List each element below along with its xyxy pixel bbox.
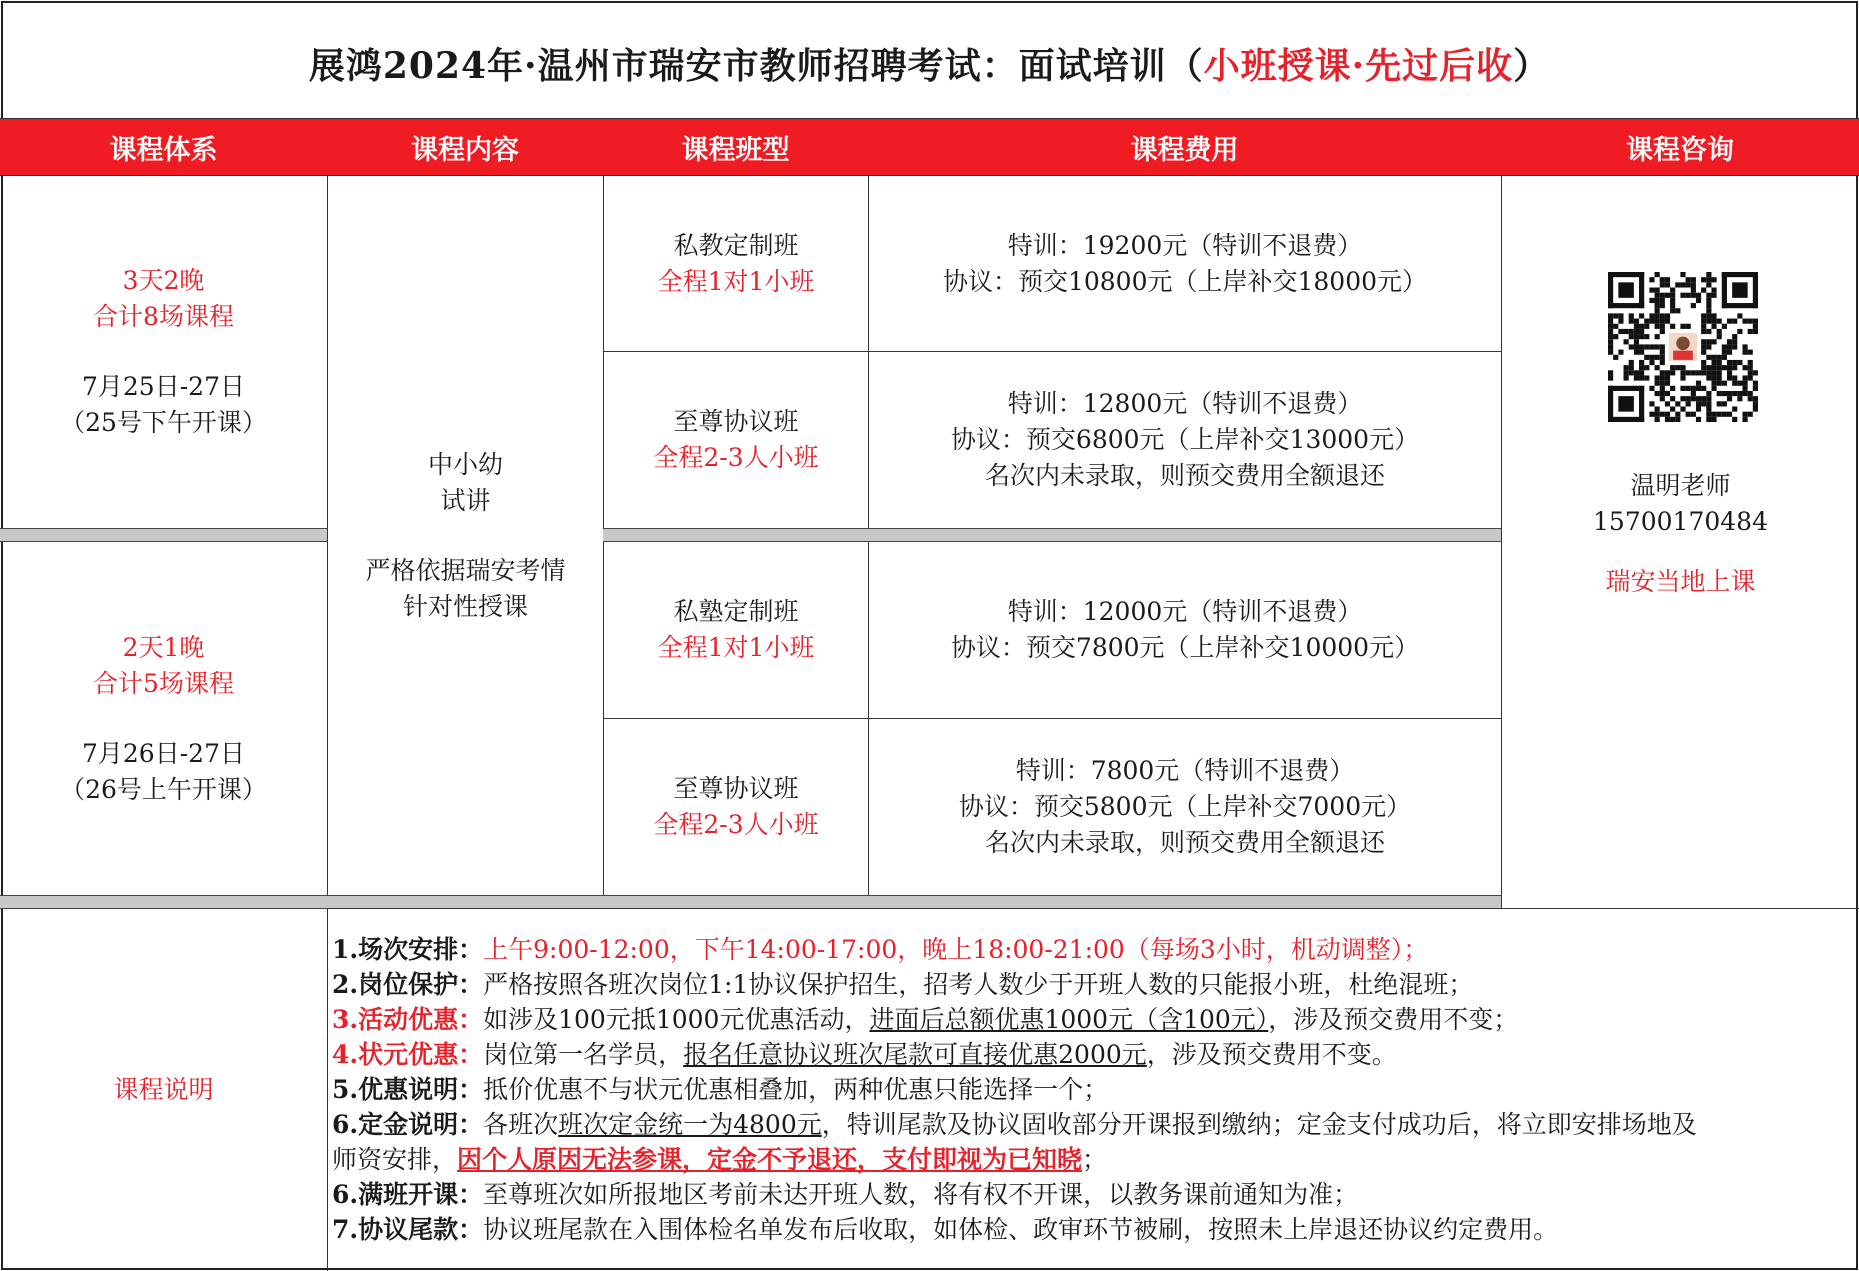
header-consult: 课程咨询	[1626, 134, 1734, 166]
title-main: 展鸿2024年·温州市瑞安市教师招聘考试：面试培训（	[308, 44, 1204, 87]
fee-agreement: 协议：预交10800元（上岸补交18000元）	[942, 266, 1428, 296]
consult-info	[1502, 468, 1859, 618]
class-name: 私教定制班	[673, 230, 799, 260]
grid-line	[327, 908, 1501, 909]
title-highlight: 小班授课·先过后收	[1203, 44, 1514, 87]
note-text: 抵价优惠不与状元优惠相叠加，两种优惠只能选择一个；	[483, 1075, 1109, 1104]
note-item	[332, 1037, 1852, 1072]
group-start-note: （26号上午开课）	[60, 774, 267, 804]
note-item	[332, 1142, 1852, 1177]
class-size: 全程2-3人小班	[653, 443, 819, 472]
class-type-row-1	[604, 176, 868, 351]
note-key: 4.状元优惠：	[332, 1040, 484, 1069]
header-course-fee: 课程费用	[1130, 134, 1239, 166]
fee-agreement: 协议：预交7800元（上岸补交10000元）	[950, 633, 1420, 662]
note-key: 2.岗位保护：	[332, 970, 484, 999]
class-name: 私塾定制班	[673, 597, 799, 626]
consult-phone[interactable]: 15700170484	[1593, 507, 1768, 536]
fee-row-2	[869, 352, 1501, 528]
class-type-row-4	[604, 719, 868, 895]
content-type: 试讲	[440, 485, 491, 515]
note-text: 至尊班次如所报地区考前未达开班人数，将有权不开课，以教务课前通知为准；	[483, 1180, 1359, 1209]
note-key: 3.活动优惠：	[332, 1005, 484, 1034]
course-content	[328, 176, 603, 895]
class-size: 全程1对1小班	[657, 633, 815, 662]
note-text: ，涉及预交费用不变；	[1268, 1005, 1519, 1034]
header-class-type: 课程班型	[681, 134, 790, 166]
class-size: 全程1对1小班	[657, 266, 815, 296]
qr-code-icon[interactable]	[1608, 272, 1758, 422]
note-underlined: 报名任意协议班次尾款可直接优惠2000元	[683, 1040, 1147, 1069]
note-item	[332, 1072, 1852, 1107]
group-start-note: （25号下午开课）	[60, 408, 267, 437]
content-level: 中小幼	[427, 449, 503, 479]
fee-agreement: 协议：预交6800元（上岸补交13000元）	[950, 425, 1420, 454]
group-dates: 7月26日-27日	[82, 738, 245, 768]
note-key: 6.满班开课：	[332, 1180, 484, 1209]
note-key: 6.定金说明：	[332, 1110, 484, 1139]
header-course-content: 课程内容	[411, 134, 519, 166]
fee-special: 特训：12000元（特训不退费）	[1007, 597, 1363, 626]
fee-refund-note: 名次内未录取，则预交费用全额退还	[984, 828, 1385, 857]
note-item	[332, 1212, 1852, 1247]
note-text: 岗位第一名学员，	[483, 1040, 684, 1069]
class-type-row-3	[604, 542, 868, 718]
fee-special: 特训：7800元（特训不退费）	[1015, 756, 1355, 785]
group-session-count: 合计5场课程	[93, 668, 234, 698]
fee-agreement: 协议：预交5800元（上岸补交7000元）	[958, 792, 1412, 821]
content-desc-2: 针对性授课	[402, 591, 528, 621]
group-duration: 2天1晚	[122, 632, 205, 662]
course-notes	[332, 932, 1852, 1247]
course-system-group-1	[0, 176, 327, 528]
group-duration: 3天2晚	[122, 266, 205, 295]
title-end: ）	[1513, 44, 1551, 87]
class-name: 至尊协议班	[673, 407, 799, 436]
note-item	[332, 1177, 1852, 1212]
note-text: ，特训尾款及协议固收部分开课报到缴纳；定金支付成功后，将立即安排场地及	[821, 1110, 1697, 1139]
group-session-count: 合计8场课程	[93, 302, 234, 331]
class-size: 全程2-3人小班	[653, 810, 819, 839]
consult-teacher: 温明老师	[1630, 471, 1731, 500]
fee-row-4	[869, 719, 1501, 895]
note-text: 各班次	[483, 1110, 559, 1139]
class-type-row-2	[604, 352, 868, 528]
group-dates: 7月25日-27日	[82, 372, 245, 401]
note-item	[332, 932, 1852, 967]
grid-line	[1501, 908, 1859, 909]
group-separator	[603, 528, 1501, 542]
note-text: ，涉及预交费用不变。	[1146, 1040, 1397, 1069]
course-system-group-2	[0, 542, 327, 895]
note-key: 1.场次安排：	[332, 935, 484, 964]
note-key: 7.协议尾款：	[332, 1215, 484, 1244]
note-underlined: 班次定金统一为4800元	[558, 1110, 822, 1139]
content-desc-1: 严格依据瑞安考情	[365, 555, 566, 585]
fee-special: 特训：12800元（特训不退费）	[1007, 389, 1363, 418]
note-text: 协议班尾款在入围体检名单发布后收取，如体检、政审环节被刷，按照未上岸退还协议约定费用。	[483, 1215, 1559, 1244]
note-text: 如涉及100元抵1000元优惠活动，	[483, 1005, 870, 1034]
consult-location: 瑞安当地上课	[1605, 567, 1756, 596]
note-item	[332, 1107, 1852, 1142]
header-course-system: 课程体系	[109, 134, 218, 166]
fee-row-1	[869, 176, 1501, 351]
group-separator	[0, 895, 1501, 909]
group-separator	[0, 528, 327, 542]
note-item	[332, 967, 1852, 1002]
note-text: 上午9:00-12:00，下午14:00-17:00，晚上18:00-21:00（每场3小时，机动调整）；	[483, 935, 1429, 964]
table-header	[0, 119, 1859, 175]
note-underlined: 进面后总额优惠1000元（含100元）	[869, 1005, 1269, 1034]
note-text: ；	[1082, 1145, 1108, 1174]
class-name: 至尊协议班	[673, 774, 799, 803]
fee-row-3	[869, 542, 1501, 718]
note-text: 师资安排，	[332, 1145, 458, 1174]
note-key: 5.优惠说明：	[332, 1075, 484, 1104]
fee-special: 特训：19200元（特训不退费）	[1007, 230, 1363, 260]
note-item	[332, 1002, 1852, 1037]
note-warning: 因个人原因无法参课，定金不予退还，支付即视为已知晓	[457, 1145, 1083, 1174]
page-title	[0, 18, 1859, 108]
notes-label: 课程说明	[113, 1075, 214, 1104]
note-text: 严格按照各班次岗位1:1协议保护招生，招考人数少于开班人数的只能报小班，杜绝混班；	[483, 970, 1474, 999]
fee-refund-note: 名次内未录取，则预交费用全额退还	[984, 461, 1385, 490]
